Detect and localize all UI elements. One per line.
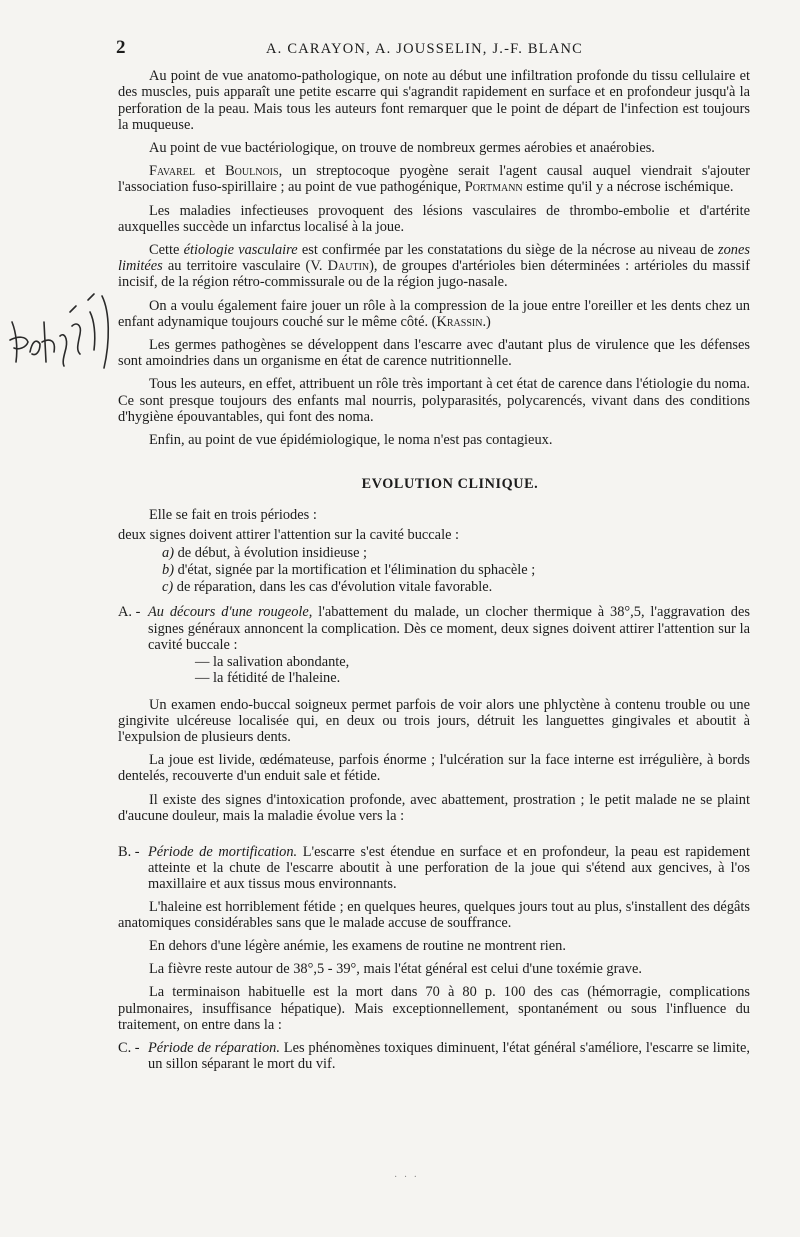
phase-c bbox=[118, 1040, 750, 1072]
evolution-signs: deux signes doivent attirer l'attention sur la cavité buccale : bbox=[118, 526, 460, 543]
list-item-text: de réparation, dans les cas d'évolution vitale favorable. bbox=[176, 579, 493, 596]
phase-body bbox=[148, 1040, 750, 1072]
phase-text: L'escarre s'est étendue en surface et en profondeur, la peau est rapidement atteinte et la chute de l'escarre aboutit à une perforation de la joue qui s'étend aux gencives, à l'os maxillaire et aux tissus mous environnants. bbox=[148, 843, 750, 893]
author-name: Favarel bbox=[149, 163, 195, 180]
author-name: Portmann bbox=[464, 179, 523, 196]
section-title: EVOLUTION CLINIQUE. bbox=[361, 476, 539, 493]
list-item: — la fétidité de l'haleine. bbox=[195, 670, 341, 687]
paragraph-fever: La fièvre reste autour de 38°,5 - 39°, mais l'état général est celui d'une toxémie grave. bbox=[149, 961, 642, 978]
paragraph-anemia: En dehors d'une légère anémie, les examens de routine ne montrent rien. bbox=[149, 937, 566, 954]
text-fragment: au territoire vasculaire (V. bbox=[162, 258, 328, 275]
list-item bbox=[162, 562, 750, 578]
phase-title: Période de mortification. bbox=[148, 843, 298, 860]
paragraph-deficiency: Tous les auteurs, en effet, attribuent un rôle très important à cet état de carence dans l'étiologie du noma. Ce sont presque toujours des enfants mal nourris, polyparasités, polycarencés, vivant dans des conditions d'hygiène épouvantables, qui font des noma. bbox=[118, 376, 750, 425]
phase-b bbox=[118, 844, 750, 893]
paragraph-breath: L'haleine est horriblement fétide ; en quelques heures, quelques jours tout au plus, s'installent des dégâts anatomiques considérables sans que le malade accuse de souffrance. bbox=[118, 898, 750, 931]
phase-a bbox=[118, 604, 750, 690]
emphasis: zones limitées bbox=[118, 242, 750, 275]
paragraph-pathogenesis bbox=[118, 163, 750, 195]
author-name: Dautin bbox=[327, 258, 370, 275]
author-name: Boulnois bbox=[225, 163, 279, 180]
text-fragment: On a voulu également faire jouer un rôle à la compression de la joue entre l'oreiller et les dents chez un enfant adynamique toujours couché sur le même côté. ( bbox=[118, 297, 750, 330]
paragraph-compression bbox=[118, 298, 750, 330]
paragraph-anatomo-pathology: Au point de vue anatomo-pathologique, on note au début une infiltration profonde du tissu cellulaire et des muscles, puis apparaît une petite escarre qui s'agrandit rapidement en surface et en profondeur jusqu'à la perforation de la peau. Mais tous les auteurs font remarquer que le point de départ de l'infection est toujours la muqueuse. bbox=[118, 68, 750, 133]
text-fragment: ), de groupes d'artérioles bien déterminées : artérioles du massif incisif, de la région rétro-commissurale ou de la région jugo-nasale. bbox=[118, 258, 750, 291]
phase-letter: C. - bbox=[118, 1039, 140, 1056]
phase-body bbox=[148, 604, 750, 690]
sign-list bbox=[195, 654, 750, 686]
author-name: Krassin bbox=[436, 313, 483, 330]
list-marker: c) bbox=[162, 579, 174, 596]
list-marker: a) bbox=[162, 544, 174, 561]
text-fragment: est confirmée par les constatations du siège de la nécrose au niveau de bbox=[297, 242, 719, 259]
evolution-intro: Elle se fait en trois périodes : bbox=[149, 507, 317, 524]
paragraph-examination: Un examen endo-buccal soigneux permet parfois de voir alors une phlyctène à contenu trouble ou une gingivite ulcéreuse localisée qui, en deux ou trois jours, détruit les languettes gingivales et aboutit à l'expulsion de plusieurs dents. bbox=[118, 696, 750, 745]
paragraph-vascular-etiology bbox=[118, 242, 750, 291]
phase-text: l'abattement du malade, un clocher thermique à 38°,5, l'aggravation des signes généraux annoncent la complication. Dès ce moment, deux signes doivent attirer l'attention sur la cavité buccale : bbox=[148, 604, 750, 653]
text-fragment: .) bbox=[482, 313, 491, 330]
paragraph-germs: Les germes pathogènes se développent dans l'escarre avec d'autant plus de virulence que les défenses sont amoindries dans un organisme en état de carence nutritionnelle. bbox=[118, 337, 750, 370]
emphasis: étiologie vasculaire bbox=[183, 242, 298, 259]
list-item-text: d'état, signée par la mortification et l'élimination du sphacèle ; bbox=[177, 562, 536, 579]
document-page bbox=[116, 37, 750, 1078]
paragraph-bacteriology: Au point de vue bactériologique, on trouve de nombreux germes aérobies et anaérobies. bbox=[149, 140, 655, 157]
text-fragment: Cette bbox=[149, 242, 184, 259]
page-header bbox=[116, 37, 750, 58]
text-fragment: estime qu'il y a nécrose ischémique. bbox=[522, 179, 734, 196]
running-head: A. CARAYON, A. JOUSSELIN, J.-F. BLANC bbox=[266, 41, 584, 57]
list-item: — la salivation abondante, bbox=[195, 654, 350, 671]
page-number: 2 bbox=[116, 37, 126, 58]
text-fragment: et bbox=[194, 163, 226, 180]
phase-letter: A. - bbox=[118, 604, 141, 621]
paragraph-vascular-lesions: Les maladies infectieuses provoquent des lésions vasculaires de thrombo-embolie et d'artérite auxquelles succède un infarctus localisé à la joue. bbox=[118, 202, 750, 235]
paragraph-intoxication: Il existe des signes d'intoxication profonde, avec abattement, prostration ; le petit malade ne se plaint d'aucune douleur, mais la maladie évolue vers la : bbox=[118, 791, 750, 824]
paragraph-outcome: La terminaison habituelle est la mort dans 70 à 80 p. 100 des cas (hémorragie, complications pulmonaires, insuffisance hépatique). Mais exceptionnellement, spontanément ou sous l'influence du traitement, on entre dans la : bbox=[118, 984, 750, 1033]
phase-body bbox=[148, 844, 750, 893]
period-list bbox=[162, 545, 750, 596]
handwritten-margin-note bbox=[6, 292, 114, 372]
list-item bbox=[162, 579, 750, 595]
phase-title: Période de réparation. bbox=[148, 1039, 280, 1056]
paragraph-cheek: La joue est livide, œdémateuse, parfois énorme ; l'ulcération sur la face interne est irrégulière, à bords dentelés, recouverte d'un enduit sale et fétide. bbox=[118, 752, 750, 785]
list-item bbox=[162, 545, 750, 561]
list-marker: b) bbox=[162, 562, 174, 579]
footer-marks: · · · bbox=[394, 1172, 419, 1183]
phase-text: Les phénomènes toxiques diminuent, l'état général s'améliore, l'escarre se limite, un sillon séparant le mort du vif. bbox=[148, 1039, 750, 1073]
text-fragment: , un streptocoque pyogène serait l'agent causal auquel viendrait s'ajouter l'association fuso-spirillaire ; au point de vue pathogénique, bbox=[118, 163, 750, 196]
list-item-text: de début, à évolution insidieuse ; bbox=[177, 544, 368, 561]
paragraph-epidemiology: Enfin, au point de vue épidémiologique, le noma n'est pas contagieux. bbox=[149, 432, 553, 449]
phase-title: Au décours d'une rougeole, bbox=[148, 604, 313, 621]
phase-letter: B. - bbox=[118, 843, 140, 860]
